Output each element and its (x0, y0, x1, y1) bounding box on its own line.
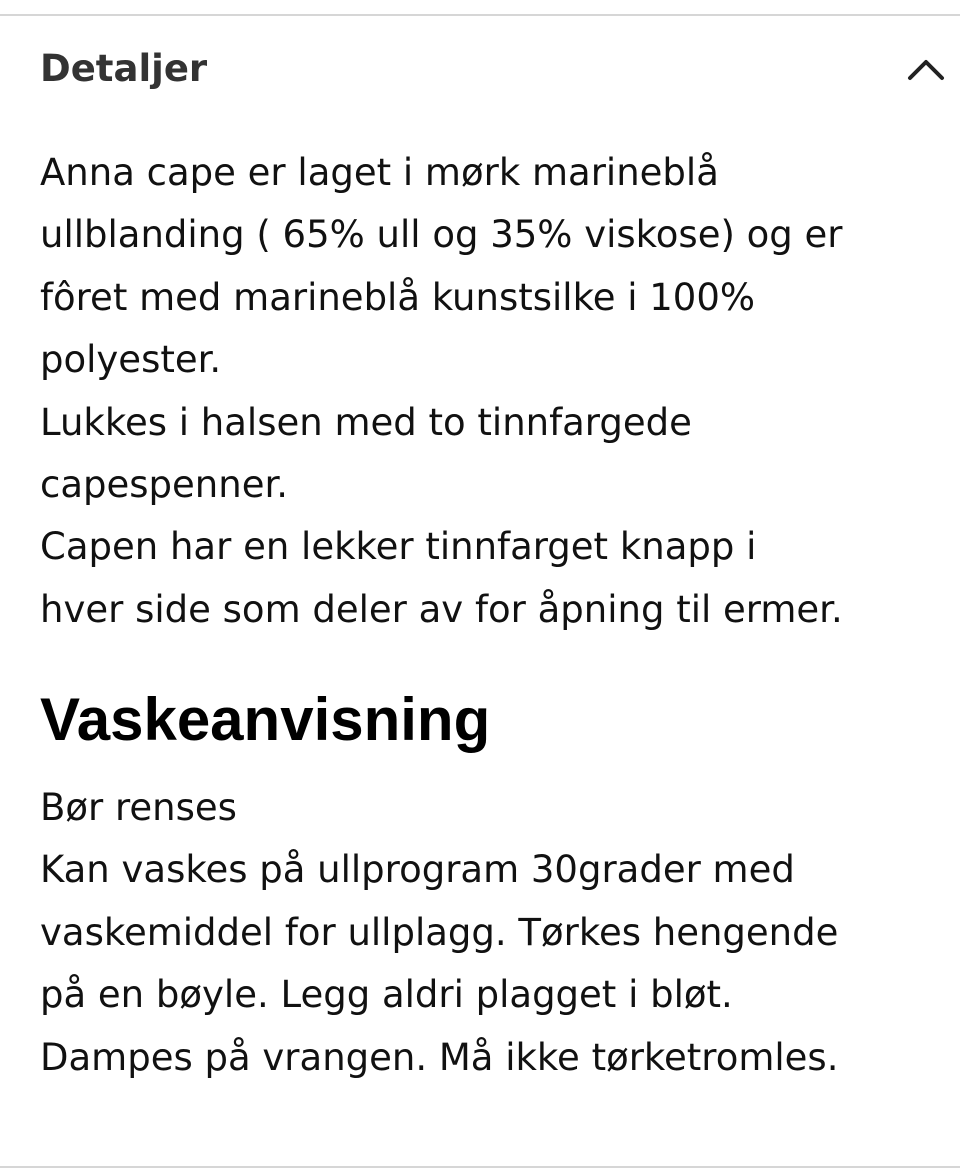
details-line: Lukkes i halsen med to tinnfargede (40, 400, 692, 444)
details-line: polyester. (40, 338, 222, 382)
details-accordion-header[interactable] (0, 16, 960, 126)
care-line: Bør renses (40, 786, 237, 829)
details-line: fôret med marineblå kunstsilke i 100% (40, 275, 756, 319)
care-line: vaskemiddel for ullplagg. Tørkes hengende (40, 910, 839, 954)
details-line: Anna cape er laget i mørk marineblå (40, 151, 719, 194)
details-line: hver side som deler av for åpning til ermer. (40, 587, 843, 631)
details-line: ullblanding ( 65% ull og 35% viskose) og er (40, 213, 843, 257)
chevron-up-icon[interactable] (906, 54, 946, 82)
care-instructions (40, 777, 950, 1089)
care-heading: Vaskeanvisning (40, 686, 491, 753)
accordion-title: Detaljer (40, 47, 208, 90)
details-description (40, 142, 940, 641)
details-line: capespenner. (40, 463, 289, 507)
care-line: Dampes på vrangen. Må ikke tørketromles. (40, 1035, 839, 1079)
details-line: Capen har en lekker tinnfarget knapp i (40, 525, 757, 569)
bottom-divider (0, 1166, 960, 1168)
care-line: Kan vaskes på ullprogram 30grader med (40, 848, 795, 892)
care-line: på en bøyle. Legg aldri plagget i bløt. (40, 973, 733, 1017)
